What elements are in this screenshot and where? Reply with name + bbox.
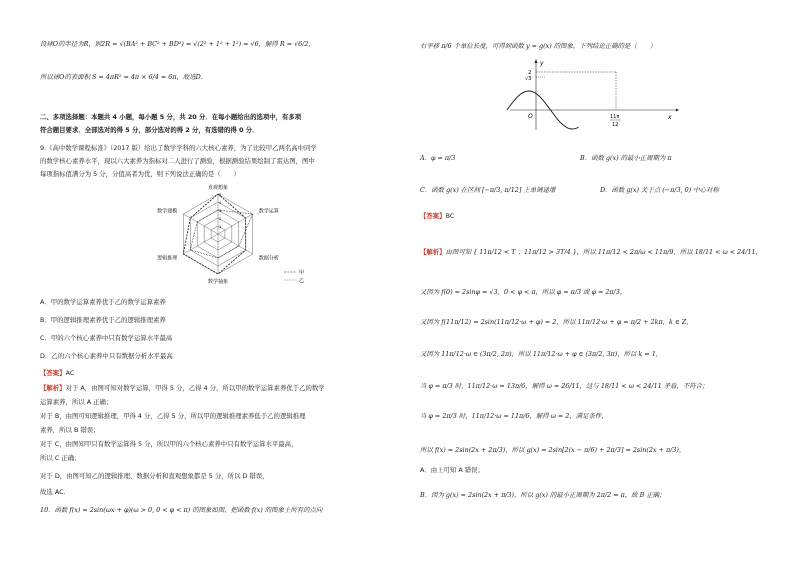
answer-tag: 【答案】: [420, 212, 446, 220]
legend-yi: 乙: [299, 278, 305, 284]
section-title: 符合题目要求．全部选对的得 5 分，部分选对的得 2 分，有选错的得 0 分．: [40, 126, 259, 134]
option-c: C．函数 g(x) 在区间 [−π/3, π/12] 上单调递增: [420, 186, 556, 194]
radar-spoke: [218, 214, 253, 234]
question-10: 10．函数 f(x) = 2sin(ωx + φ)(ω > 0, 0 < φ < π) 的图象如图，把函数 f(x) 的图象上所有的点向: [40, 506, 323, 514]
radar-series-jia: [183, 194, 245, 274]
y-tick-root3: √3: [525, 76, 532, 82]
analysis-text: 又因为 f(0) = 2sinφ = √3，0 < φ < π，所以 φ = π/3 或 φ = 2π/3，: [420, 288, 627, 296]
sine-graph: [500, 58, 680, 134]
radar-spoke: [183, 214, 218, 234]
option-d: D．函数 g(x) 关于点 (−π/3, 0) 中心对称: [600, 186, 719, 194]
analysis-text: B．因为 g(x) = 2sin(2x + π/3)，所以 g(x) 的最小正周期为 2π/2 = π，故 B 正确；: [420, 491, 666, 499]
option-a: A．φ = π/3: [420, 154, 456, 162]
radar-legend: [284, 269, 304, 284]
analysis-text: 当 φ = 2π/3 时，11π/12·ω = 11π/6，解得 ω = 2，满足条件，: [420, 412, 608, 420]
option-a: A．甲的数学运算素养优于乙的数学运算素养: [40, 298, 166, 306]
radar-tick-label: 3: [219, 208, 222, 213]
radar-axis-label: 数学运算: [258, 208, 279, 215]
radar-axis-label: 数学建模: [157, 208, 178, 215]
radar-grid: [183, 192, 252, 274]
analysis-line: [420, 248, 762, 257]
question-9: 的数学核心素养水平，现以六大素养为指标对二人进行了测验，根据测验结果绘制了雷达图，图中: [40, 157, 315, 165]
analysis-text: 由图可知 { 11π/12 < T ；11π/12 > 3T/4 }，所以 11π/12 < 2π/ω < 11π/9，所以 18/11 < ω < 24/11，: [445, 248, 762, 256]
radar-chart: [157, 184, 360, 292]
analysis-text: 对于 C，由图知甲只有数学运算得 5 分，所以甲的六个核心素养中只有数学运算水平最高，: [40, 440, 298, 448]
left-column: [40, 0, 380, 562]
analysis-text: 对于 D，由图可知乙的逻辑推理、数据分析和直观想象都是 5 分，所以 D 错误，: [40, 472, 269, 480]
radar-series-yi: [190, 210, 252, 258]
question-9: 9.《高中数学课程标准》（2017 版）给出了数学学科的六大核心素养，为了比较甲乙两名高中同学: [40, 144, 317, 152]
analysis-text: 又因为 f(11π/12) = 2sin(11π/12·ω + φ) = 2，所以 11π/12·ω + φ = π/2 + 2kπ，k ∈ Z，: [420, 318, 693, 326]
analysis-text: 所以 C 正确；: [40, 454, 81, 462]
analysis-line: [40, 384, 325, 393]
radar-tick-label: 4: [219, 200, 222, 205]
x-axis-arrow: [676, 109, 679, 112]
radar-spoke: [218, 234, 253, 254]
radar-axis-label: 直观想象: [207, 184, 229, 191]
analysis-text: 当 φ = π/3 时，11π/12·ω = 13π/6，解得 ω = 26/11，这与 18/11 < ω < 24/11 矛盾，不符合；: [420, 382, 709, 390]
radar-axis-label: 数据分析: [258, 255, 279, 262]
answer-line: [40, 369, 74, 378]
y-tick-2: 2: [528, 70, 532, 76]
question-10-cont: 右平移 π/6 个单位长度，可得到函数 y = g(x) 的图象，下列结论正确的是（ ）: [420, 42, 656, 50]
text-line: 所以球O的表面积 S = 4πR² = 4π × 6/4 = 6π，故选D.: [40, 73, 203, 81]
right-column: [420, 0, 760, 562]
option-b: B．函数 g(x) 的最小正周期为 π: [580, 154, 672, 162]
answer-value: BC: [445, 212, 455, 220]
legend-jia: 甲: [299, 270, 305, 276]
analysis-text: 所以 f(x) = 2sin(2x + 2π/3)，所以 g(x) = 2sin[2(x − π/6) + 2π/3] = 2sin(2x + π/3)，: [420, 446, 686, 454]
question-9: 每项指标值满分为 5 分，分值高者为优，则下列说法正确的是（ ）: [40, 170, 240, 178]
option-d: D．乙的六个核心素养中只有数据分析水平最高: [40, 352, 173, 360]
y-label: y: [540, 60, 544, 67]
option-b: B．甲的逻辑推理素养优于乙的逻辑推理素养: [40, 316, 166, 324]
origin-label: O: [528, 113, 533, 120]
section-title: 二、多项选择题：本题共 4 小题，每小题 5 分，共 20 分．在每小题给出的选项中，有多项: [40, 113, 302, 121]
analysis-tag: 【解析】: [420, 248, 446, 256]
analysis-text: 故选 AC.: [40, 488, 66, 496]
radar-tick-label: 2: [219, 216, 222, 221]
text-line: 设球O的半径为R，则2R = √(BA² + BC² + BD²) = √(2² + 1² + 1²) = √6，解得 R = √6/2，: [40, 40, 315, 48]
analysis-text: A．由上可知 A 错误；: [420, 466, 484, 474]
analysis-text: 对于 A，由图可知对数学运算，甲得 5 分，乙得 4 分，所以甲的数学运算素养优于乙的数学: [65, 384, 325, 392]
x-tick-top: 11π: [610, 114, 620, 120]
radar-axis-label: 数学抽象: [207, 279, 229, 286]
analysis-text: 素养，所以 B 错误；: [40, 426, 100, 434]
analysis-text: 运算素养，所以 A 正确；: [40, 398, 113, 406]
analysis-tag: 【解析】: [40, 384, 66, 392]
x-tick-bottom: 12: [612, 122, 619, 128]
radar-tick-label: 5: [219, 192, 222, 197]
radar-axis-label: 逻辑推理: [157, 255, 178, 262]
answer-value: AC: [65, 369, 75, 377]
option-c: C．甲的六个核心素养中只有数学运算水平最高: [40, 334, 173, 342]
analysis-text: 又因为 11π/12·ω ∈ (3π/2, 2π)，所以 11π/12·ω + φ ∈ (3π/2, 3π)，所以 k = 1，: [420, 350, 663, 358]
x-label: x: [668, 114, 672, 121]
radar-tick-label: 1: [219, 224, 222, 229]
answer-line: [420, 212, 454, 221]
answer-tag: 【答案】: [40, 369, 66, 377]
analysis-text: 对于 B，由图可知逻辑推理，甲得 4 分，乙得 5 分，所以甲的逻辑推理素养低于乙的逻辑推理: [40, 412, 306, 420]
y-axis-arrow: [535, 59, 538, 63]
radar-spoke: [183, 234, 218, 254]
